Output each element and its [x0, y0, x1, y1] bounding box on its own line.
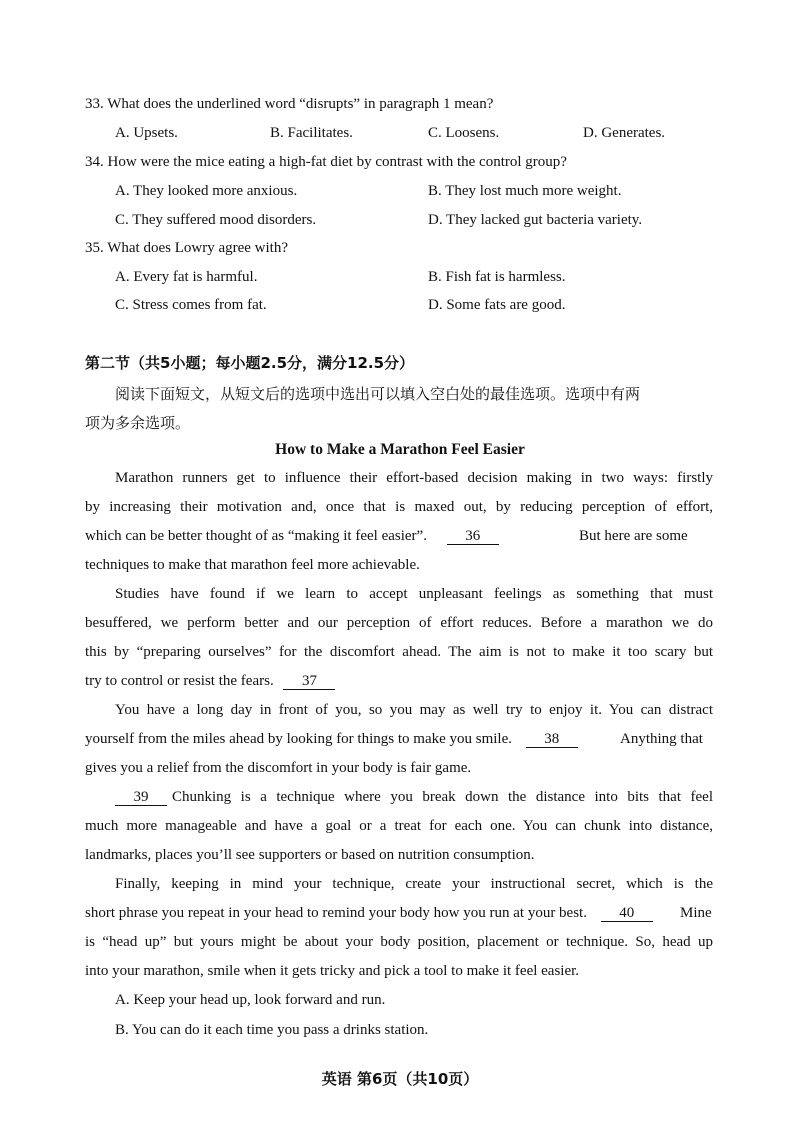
paragraph-5-line-4: into your marathon, smile when it gets tricky and pick a tool to make it feel easier.	[85, 963, 580, 979]
question-33-stem: 33. What does the underlined word “disrupts” in paragraph 1 mean?	[85, 96, 494, 112]
passage-title: How to Make a Marathon Feel Easier	[275, 441, 525, 458]
section-heading: 第二节（共5小题；每小题2.5分，满分12.5分）	[85, 354, 415, 372]
question-34-option-b: B. They lost much more weight.	[428, 183, 622, 199]
paragraph-2-line-4	[85, 673, 335, 690]
question-34-stem: 34. How were the mice eating a high-fat diet by contrast with the control group?	[85, 154, 567, 170]
question-34-option-a: A. They looked more anxious.	[115, 183, 298, 199]
paragraph-2-line-2: besuffered, we perform better and our perception of effort reduces. Before a marathon we do	[85, 615, 713, 631]
blank-38[interactable]: 38	[526, 731, 578, 748]
paragraph-4-line-2: much more manageable and have a goal or a treat for each one. You can chunk into distance,	[85, 818, 713, 834]
blank-37[interactable]: 37	[283, 673, 335, 690]
paragraph-3-line-2-end: Anything that	[620, 731, 703, 747]
paragraph-3-line-2	[85, 731, 578, 748]
question-33-option-c: C. Loosens.	[428, 125, 500, 141]
question-35-option-c: C. Stress comes from fat.	[115, 297, 267, 313]
question-34-option-d: D. They lacked gut bacteria variety.	[428, 212, 643, 228]
paragraph-5-line-2	[85, 905, 653, 922]
answer-option-a: A. Keep your head up, look forward and run.	[115, 992, 386, 1008]
paragraph-1-line-3	[85, 528, 499, 545]
blank-36[interactable]: 36	[447, 528, 499, 545]
question-35-option-d: D. Some fats are good.	[428, 297, 566, 313]
question-33-option-b: B. Facilitates.	[270, 125, 353, 141]
question-35-option-a: A. Every fat is harmful.	[115, 269, 258, 285]
paragraph-3-line-3: gives you a relief from the discomfort in your body is fair game.	[85, 760, 472, 776]
answer-option-b: B. You can do it each time you pass a drinks station.	[115, 1022, 429, 1038]
paragraph-4-line-1	[115, 789, 175, 806]
paragraph-1-line-3-end: But here are some	[579, 528, 688, 544]
paragraph-3-line-2-text: yourself from the miles ahead by looking for things to make you smile.	[85, 731, 513, 747]
question-33-option-a: A. Upsets.	[115, 125, 178, 141]
question-35-option-b: B. Fish fat is harmless.	[428, 269, 566, 285]
page-footer: 英语 第6页（共10页）	[321, 1070, 479, 1088]
paragraph-3-line-1: You have a long day in front of you, so you may as well try to enjoy it. You can distract	[115, 702, 713, 718]
question-33-option-d: D. Generates.	[583, 125, 666, 141]
paragraph-5-line-2-text: short phrase you repeat in your head to remind your body how you run at your best.	[85, 905, 587, 921]
question-34-option-c: C. They suffered mood disorders.	[115, 212, 317, 228]
paragraph-4-line-1-text: Chunking is a technique where you break down the distance into bits that feel	[172, 789, 713, 805]
paragraph-2-line-4-text: try to control or resist the fears.	[85, 673, 274, 689]
blank-39[interactable]: 39	[115, 789, 167, 806]
section-instruction-line-1: 阅读下面短文，从短文后的选项中选出可以填入空白处的最佳选项。选项中有两	[115, 385, 641, 403]
blank-40[interactable]: 40	[601, 905, 653, 922]
paragraph-1-line-1: Marathon runners get to influence their effort-based decision making in two ways: firstly	[115, 470, 713, 486]
paragraph-1-line-2: by increasing their motivation and, once that is maxed out, by reducing perception of effort,	[85, 499, 713, 515]
paragraph-5-line-3: is “head up” but yours might be about your body position, placement or technique. So, head up	[85, 934, 713, 950]
paragraph-1-line-4: techniques to make that marathon feel more achievable.	[85, 557, 420, 573]
question-35-stem: 35. What does Lowry agree with?	[85, 240, 288, 256]
section-instruction-line-2: 项为多余选项。	[85, 414, 191, 432]
paragraph-5-line-1: Finally, keeping in mind your technique, create your instructional secret, which is the	[115, 876, 713, 892]
paragraph-2-line-1: Studies have found if we learn to accept unpleasant feelings as something that must	[115, 586, 713, 602]
paragraph-1-line-3-text: which can be better thought of as “making it feel easier”.	[85, 528, 427, 544]
paragraph-4-line-3: landmarks, places you’ll see supporters or based on nutrition consumption.	[85, 847, 535, 863]
paragraph-5-line-2-end: Mine	[680, 905, 712, 921]
paragraph-2-line-3: this by “preparing ourselves” for the discomfort ahead. The aim is not to make it too scary but	[85, 644, 713, 660]
